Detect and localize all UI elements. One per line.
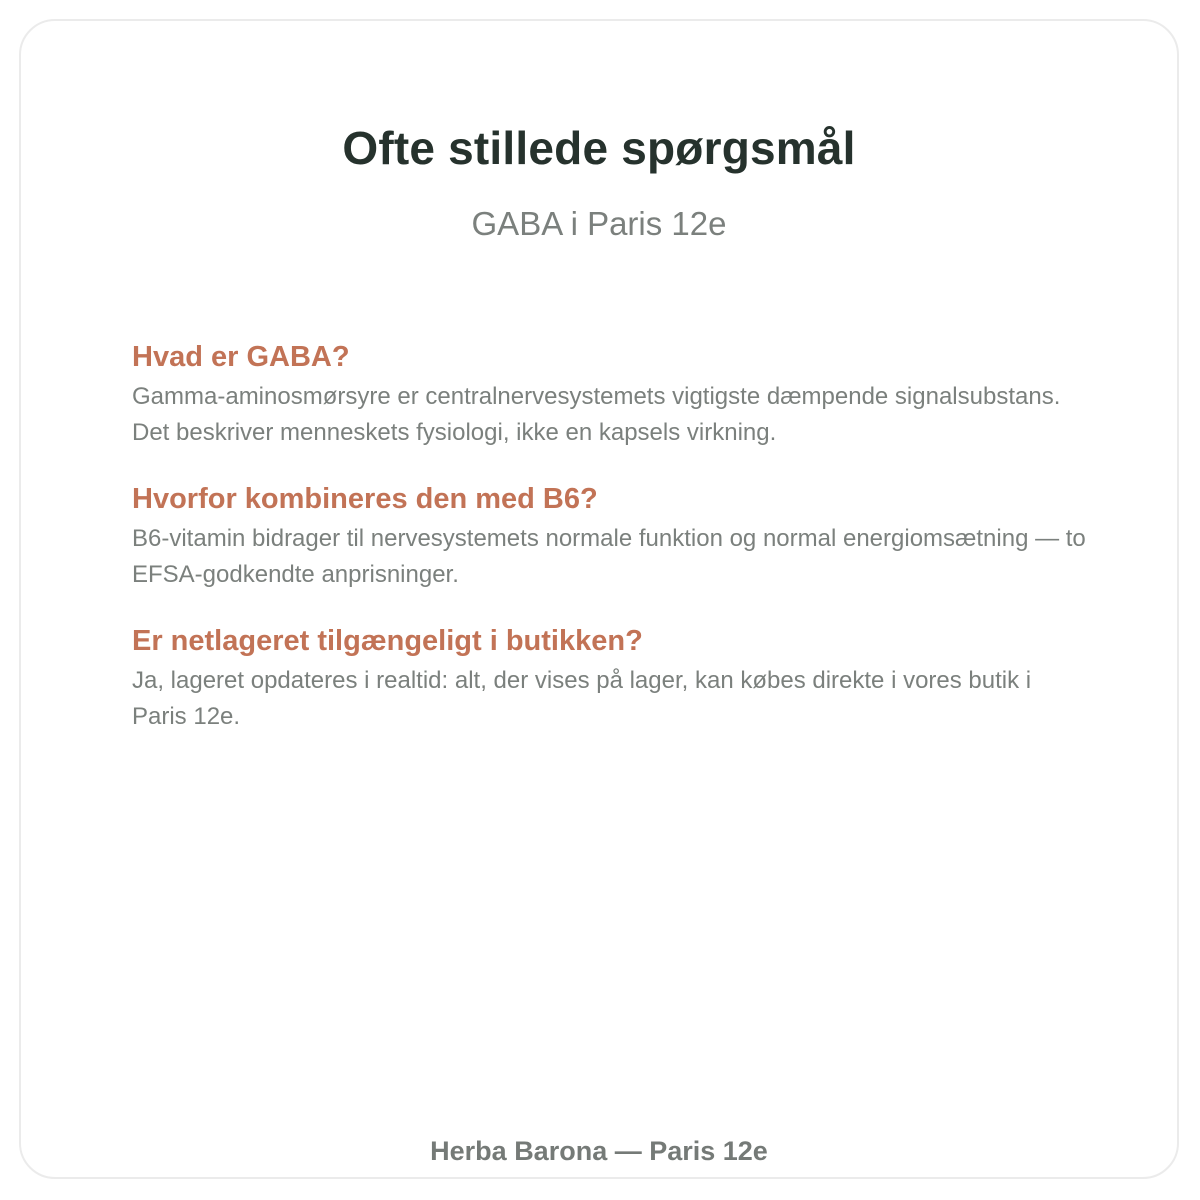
faq-item [132, 481, 1092, 593]
faq-answer: Gamma-aminosmørsyre er centralnervesystemets vigtigste dæmpende signalsubstans. Det beskriver menneskets fysiologi, ikke en kapsels virkning. [132, 383, 1061, 446]
page-title: Ofte stillede spørgsmål [342, 122, 856, 174]
page-subtitle: GABA i Paris 12e [471, 205, 727, 242]
faq-question: Hvorfor kombineres den med B6? [132, 483, 598, 515]
faq-answer: Ja, lageret opdateres i realtid: alt, der vises på lager, kan købes direkte i vores butik i Paris 12e. [132, 667, 1032, 730]
faq-item [132, 339, 1092, 451]
faq-answer: B6-vitamin bidrager til nervesystemets normale funktion og normal energiomsætning — to EFSA-godkendte anprisninger. [132, 525, 1086, 588]
footer-brand: Herba Barona — Paris 12e [430, 1136, 768, 1166]
faq-question: Er netlageret tilgængeligt i butikken? [132, 625, 643, 657]
faq-item [132, 623, 1092, 735]
faq-list [132, 339, 1092, 765]
faq-question: Hvad er GABA? [132, 341, 350, 373]
faq-card [19, 19, 1179, 1179]
